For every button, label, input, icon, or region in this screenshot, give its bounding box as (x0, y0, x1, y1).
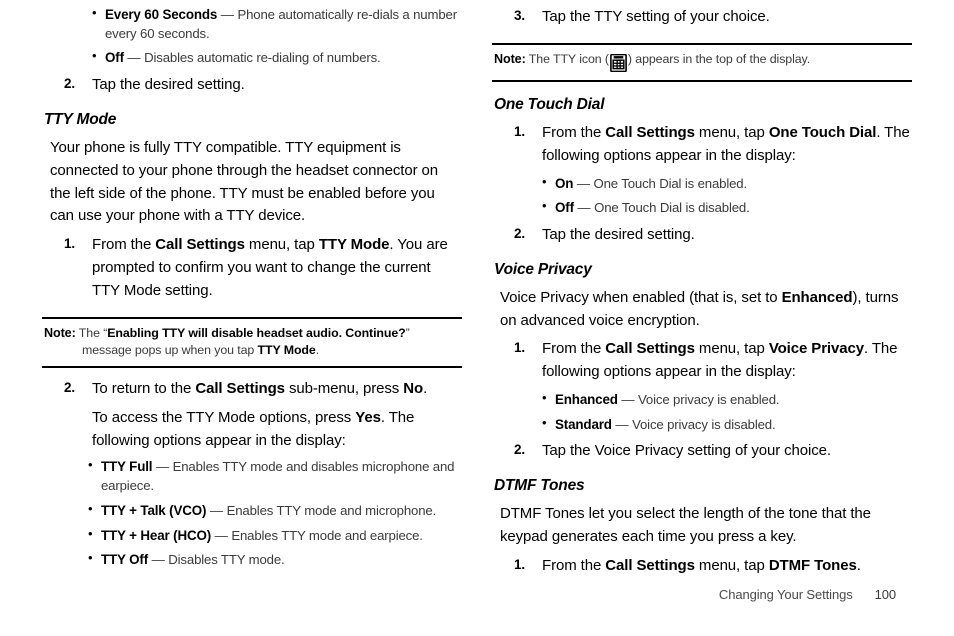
note-text-part: ) appears in the top of the display. (627, 51, 811, 66)
step-text-part: menu, tap (694, 556, 769, 574)
tty-mode-intro-paragraph: Your phone is fully TTY compatible. TTY equipment is connected to your phone through the headset connector on the left side of the phone. TTY must be enabled before you can use your phone with a TTY device. (50, 139, 439, 225)
option-description: Voice privacy is disabled. (632, 416, 776, 432)
step-text: Tap the desired setting. (542, 225, 695, 243)
paragraph-part: Voice Privacy when enabled (that is, set to (500, 288, 782, 306)
page-footer (719, 587, 896, 602)
em-dash: — (151, 552, 165, 568)
page-number: 100 (874, 587, 896, 602)
em-dash: — (155, 459, 170, 475)
note-text-part: The “ (75, 325, 108, 340)
numbered-step (42, 234, 462, 302)
option-term: TTY + Talk (VCO) (101, 502, 207, 518)
list-item (542, 390, 912, 410)
step-text-part: . The following options appear in the display: (542, 340, 898, 381)
menu-item-name: One Touch Dial (768, 123, 877, 141)
option-description: Voice privacy is enabled. (638, 391, 780, 407)
step-number: 1. (514, 123, 526, 139)
step-text (542, 340, 897, 380)
em-dash: — (576, 175, 590, 191)
numbered-step (492, 6, 912, 29)
step-text-part: To return to the (92, 380, 196, 398)
paragraph-part: ), turns on advanced voice encryption. (500, 288, 899, 329)
step-text (542, 557, 861, 574)
section-heading-dtmf-tones: DTMF Tones (494, 477, 585, 495)
option-description: Phone automatically re-dials a number every 60 seconds. (105, 7, 457, 41)
em-dash: — (214, 527, 228, 543)
step-text (92, 236, 448, 299)
step-text-part: . The following options appear in the display: (542, 123, 910, 164)
menu-name: Call Settings (605, 123, 695, 141)
menu-item-name: TTY Mode (318, 236, 390, 254)
option-description: Disables automatic re-dialing of numbers. (144, 50, 381, 66)
menu-name: Call Settings (195, 380, 285, 398)
list-item (88, 550, 462, 570)
step-text (542, 124, 910, 164)
em-dash: — (621, 391, 635, 407)
note-text (494, 51, 910, 73)
list-item (88, 457, 462, 495)
option-description: One Touch Dial is enabled. (593, 175, 747, 191)
option-description: Enables TTY mode and disables microphone and earpiece. (101, 459, 455, 494)
step-text-part: . The following options appear in the display: (92, 408, 415, 449)
step-text-part: . You are prompted to confirm you want to change the current TTY Mode setting. (92, 236, 448, 299)
note-text (44, 325, 460, 359)
menu-name: Call Settings (605, 340, 695, 358)
note-block-tty-icon (492, 43, 912, 82)
option-description: One Touch Dial is disabled. (594, 200, 750, 216)
step-text-part: menu, tap (694, 340, 769, 358)
list-item (88, 526, 462, 546)
voice-privacy-options-list (542, 390, 912, 434)
list-item (542, 174, 912, 194)
numbered-step (492, 224, 912, 247)
menu-item-name: Voice Privacy (768, 340, 864, 358)
option-term: Standard (555, 416, 612, 432)
setting-value: Enhanced (781, 288, 853, 306)
tty-icon (610, 54, 627, 73)
list-item (542, 415, 912, 435)
numbered-step (42, 74, 462, 97)
option-description: Enables TTY mode and earpiece. (231, 527, 423, 543)
step-text: Tap the desired setting. (92, 76, 245, 94)
em-dash: — (127, 50, 141, 66)
menu-item-name: DTMF Tones (768, 556, 857, 574)
step-text-part: menu, tap (694, 123, 769, 141)
voice-privacy-intro-paragraph (500, 287, 912, 333)
numbered-step (492, 338, 912, 384)
em-dash: — (577, 200, 591, 216)
step-number: 2. (514, 225, 526, 241)
list-item (92, 5, 462, 43)
note-label: Note: (494, 51, 526, 66)
step-text: Tap the Voice Privacy setting of your choice. (542, 442, 831, 460)
menu-name: Call Settings (605, 556, 695, 574)
option-term: Enhanced (555, 391, 618, 407)
step-text-part: menu, tap (244, 236, 319, 254)
option-term: Off (555, 200, 574, 216)
button-name: Yes (355, 408, 381, 426)
note-text-part: ” message pops up when you tap (82, 325, 410, 357)
option-term: TTY + Hear (HCO) (101, 527, 212, 543)
step-number: 1. (64, 236, 76, 252)
footer-section-title: Changing Your Settings (718, 587, 853, 602)
section-heading-voice-privacy: Voice Privacy (494, 260, 592, 278)
option-term: On (555, 175, 574, 191)
menu-item-name: TTY Mode (257, 342, 316, 357)
right-column (492, 0, 912, 584)
step-text-part: From the (542, 556, 606, 574)
em-dash: — (209, 502, 224, 518)
note-label: Note: (44, 325, 76, 340)
numbered-step (492, 122, 912, 168)
step-continuation (92, 407, 462, 453)
list-item (88, 501, 462, 521)
numbered-step (42, 378, 462, 401)
list-item (542, 198, 912, 218)
list-item (92, 48, 462, 68)
left-column (42, 0, 462, 575)
dtmf-tones-intro-paragraph: DTMF Tones let you select the length of the tone that the keypad generates each time you press a key. (500, 505, 871, 546)
note-text-part: . (315, 342, 320, 357)
step-text-part: From the (542, 123, 606, 141)
step-text: Tap the TTY setting of your choice. (542, 8, 770, 25)
option-term: Every 60 Seconds (105, 7, 218, 22)
option-description: Disables TTY mode. (168, 552, 285, 568)
step-text-part: To access the TTY Mode options, press (92, 408, 356, 426)
note-block-tty-warning (42, 317, 462, 368)
option-term: Off (105, 50, 124, 66)
step-text-part: . (856, 556, 861, 574)
em-dash: — (615, 416, 629, 432)
step-text (92, 380, 427, 397)
option-description: Enables TTY mode and microphone. (226, 502, 437, 518)
note-emphasis: Enabling TTY will disable headset audio. Continue? (107, 325, 406, 340)
numbered-step (492, 440, 912, 463)
step-number: 2. (514, 442, 526, 458)
one-touch-dial-options-list (542, 174, 912, 218)
note-text-part: The TTY icon ( (525, 51, 609, 66)
option-term: TTY Off (101, 552, 149, 568)
section-heading-tty-mode: TTY Mode (44, 111, 117, 128)
numbered-step (492, 555, 912, 578)
step-number: 1. (514, 340, 526, 356)
step-number: 1. (514, 556, 526, 572)
menu-name: Call Settings (155, 236, 245, 254)
step-number: 2. (64, 76, 76, 92)
option-term: TTY Full (101, 459, 153, 475)
button-name: No (403, 380, 424, 398)
step-text-part: From the (92, 236, 156, 254)
step-number: 3. (514, 8, 526, 23)
tty-mode-options-list (88, 457, 462, 570)
step-number: 2. (64, 380, 76, 396)
em-dash: — (220, 7, 234, 22)
step-text-part: From the (542, 340, 606, 358)
redial-options-list (92, 5, 462, 68)
step-text-part: . (423, 380, 428, 398)
section-heading-one-touch-dial: One Touch Dial (494, 95, 605, 113)
step-text-part: sub-menu, press (284, 380, 404, 398)
